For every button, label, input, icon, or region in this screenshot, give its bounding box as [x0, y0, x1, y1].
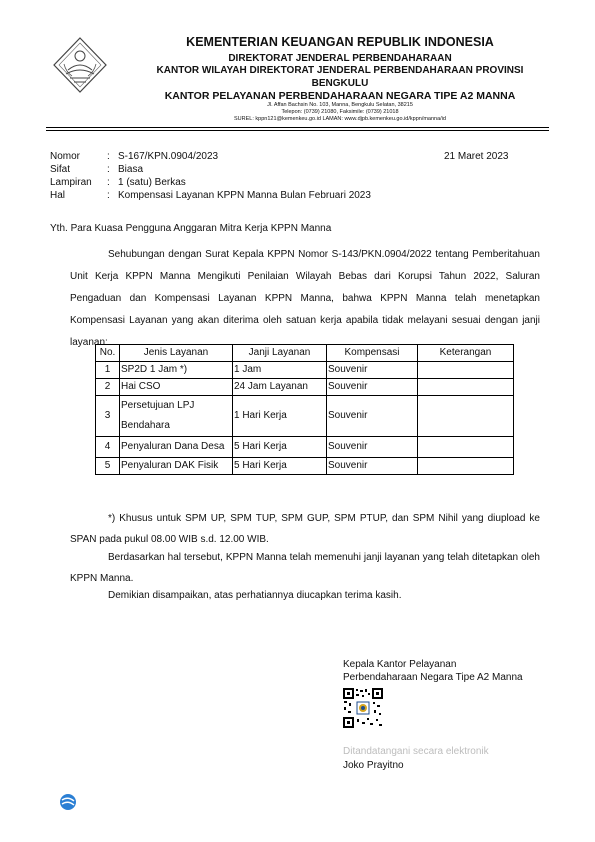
- office-contact: SUREL: kppn121@kemenkeu.go.id LAMAN: www.djpb.kemenkeu.go.id/kppn/manna/id: [234, 116, 446, 122]
- conclusion-paragraph: [70, 547, 540, 589]
- kemenkeu-logo: [52, 36, 108, 94]
- table-row: [96, 379, 514, 396]
- intro-paragraph: [70, 244, 540, 354]
- sifat-label: Sifat: [50, 164, 71, 175]
- sifat-colon: :: [107, 164, 110, 175]
- cell-janji: 5 Hari Kerja: [233, 437, 327, 458]
- table-header-row: [96, 345, 514, 362]
- qr-code: [343, 688, 383, 728]
- cell-kompensasi: Souvenir: [327, 379, 418, 396]
- lampiran-label: Lampiran: [50, 177, 92, 188]
- table-row: [96, 437, 514, 458]
- table-row: [96, 458, 514, 475]
- lampiran-colon: :: [107, 177, 110, 188]
- cell-jenis: Penyaluran DAK Fisik: [120, 458, 233, 475]
- header-divider: [46, 127, 549, 128]
- col-header-janji: Janji Layanan: [233, 345, 327, 362]
- cell-janji: 1 Hari Kerja: [233, 396, 327, 437]
- cell-keterangan: [418, 379, 514, 396]
- cell-no: 4: [96, 437, 120, 458]
- letter-date: 21 Maret 2023: [444, 151, 509, 162]
- col-header-no: No.: [96, 345, 120, 362]
- header-divider-thin: [46, 130, 549, 131]
- cell-jenis: Penyaluran Dana Desa: [120, 437, 233, 458]
- cell-jenis: SP2D 1 Jam *): [120, 362, 233, 379]
- directorate-name: DIREKTORAT JENDERAL PERBENDAHARAAN: [228, 53, 452, 64]
- intro-text: Sehubungan dengan Surat Kepala KPPN Nomor S-143/PKN.0904/2022 tentang Pemberitahuan Unit Kerja KPPN Manna Mengikuti Penilaian Wilayah Bebas dari Korupsi Tahun 2022, Saluran Pengaduan dan Kompensasi Layanan KPPN Manna, bahwa KPPN Manna telah menetapkan Kompensasi Layanan yang akan diterima oleh satuan kerja apabila tidak melayani sesuai dengan janji layanan:: [70, 249, 540, 348]
- cell-janji: 5 Hari Kerja: [233, 458, 327, 475]
- nomor-colon: :: [107, 151, 110, 162]
- nomor-label: Nomor: [50, 151, 81, 162]
- regional-office-name: KANTOR WILAYAH DIREKTORAT JENDERAL PERBENDAHARAAN PROVINSI: [156, 65, 524, 76]
- service-compensation-table: [95, 344, 514, 475]
- cell-no: 5: [96, 458, 120, 475]
- table-footnote: [70, 508, 540, 550]
- recipient: Yth. Para Kuasa Pengguna Anggaran Mitra Kerja KPPN Manna: [50, 223, 332, 234]
- cell-jenis: Hai CSO: [120, 379, 233, 396]
- cell-keterangan: [418, 362, 514, 379]
- nomor-value: S-167/KPN.0904/2023: [118, 151, 219, 162]
- signer-title-1: Kepala Kantor Pelayanan: [343, 659, 457, 670]
- cell-janji: 1 Jam: [233, 362, 327, 379]
- col-header-keterangan: Keterangan: [418, 345, 514, 362]
- hal-label: Hal: [50, 190, 66, 201]
- office-address: Jl. Affan Bachsin No. 103, Manna, Bengkulu Selatan, 38215: [267, 102, 413, 108]
- hal-colon: :: [107, 190, 110, 201]
- cell-kompensasi: Souvenir: [327, 437, 418, 458]
- col-header-kompensasi: Kompensasi: [327, 345, 418, 362]
- table-row: [96, 362, 514, 379]
- cell-keterangan: [418, 396, 514, 437]
- sifat-value: Biasa: [118, 164, 144, 175]
- office-name: KANTOR PELAYANAN PERBENDAHARAAN NEGARA TIPE A2 MANNA: [164, 90, 516, 102]
- office-phone: Telepon: (0739) 21080, Faksimile: (0739) 21018: [281, 109, 399, 115]
- cell-kompensasi: Souvenir: [327, 362, 418, 379]
- cell-keterangan: [418, 458, 514, 475]
- cell-kompensasi: Souvenir: [327, 396, 418, 437]
- ministry-name: KEMENTERIAN KEUANGAN REPUBLIK INDONESIA: [186, 35, 494, 49]
- hal-value: Kompensasi Layanan KPPN Manna Bulan Februari 2023: [118, 190, 371, 201]
- footnote-text: *) Khusus untuk SPM UP, SPM TUP, SPM GUP, SPM PTUP, dan SPM Nihil yang diupload ke SPAN pada pukul 08.00 WIB s.d. 12.00 WIB.: [70, 513, 540, 545]
- cell-jenis: Persetujuan LPJ Bendahara: [120, 396, 233, 437]
- cell-no: 1: [96, 362, 120, 379]
- lampiran-value: 1 (satu) Berkas: [118, 177, 186, 188]
- col-header-jenis: Jenis Layanan: [120, 345, 233, 362]
- cell-no: 2: [96, 379, 120, 396]
- electronic-signature-note: Ditandatangani secara elektronik: [343, 746, 489, 757]
- cell-janji: 24 Jam Layanan: [233, 379, 327, 396]
- cell-kompensasi: Souvenir: [327, 458, 418, 475]
- signer-name: Joko Prayitno: [343, 760, 404, 771]
- signer-title-2: Perbendaharaan Negara Tipe A2 Manna: [343, 672, 523, 683]
- conclusion-text: Berdasarkan hal tersebut, KPPN Manna telah memenuhi janji layanan yang telah ditetapkan oleh KPPN Manna.: [70, 552, 540, 584]
- cell-no: 3: [96, 396, 120, 437]
- closing-line: Demikian disampaikan, atas perhatiannya diucapkan terima kasih.: [108, 590, 402, 601]
- table-row: [96, 396, 514, 437]
- province-name: BENGKULU: [311, 78, 369, 89]
- kemenkeu-globe-icon: [59, 793, 77, 811]
- cell-keterangan: [418, 437, 514, 458]
